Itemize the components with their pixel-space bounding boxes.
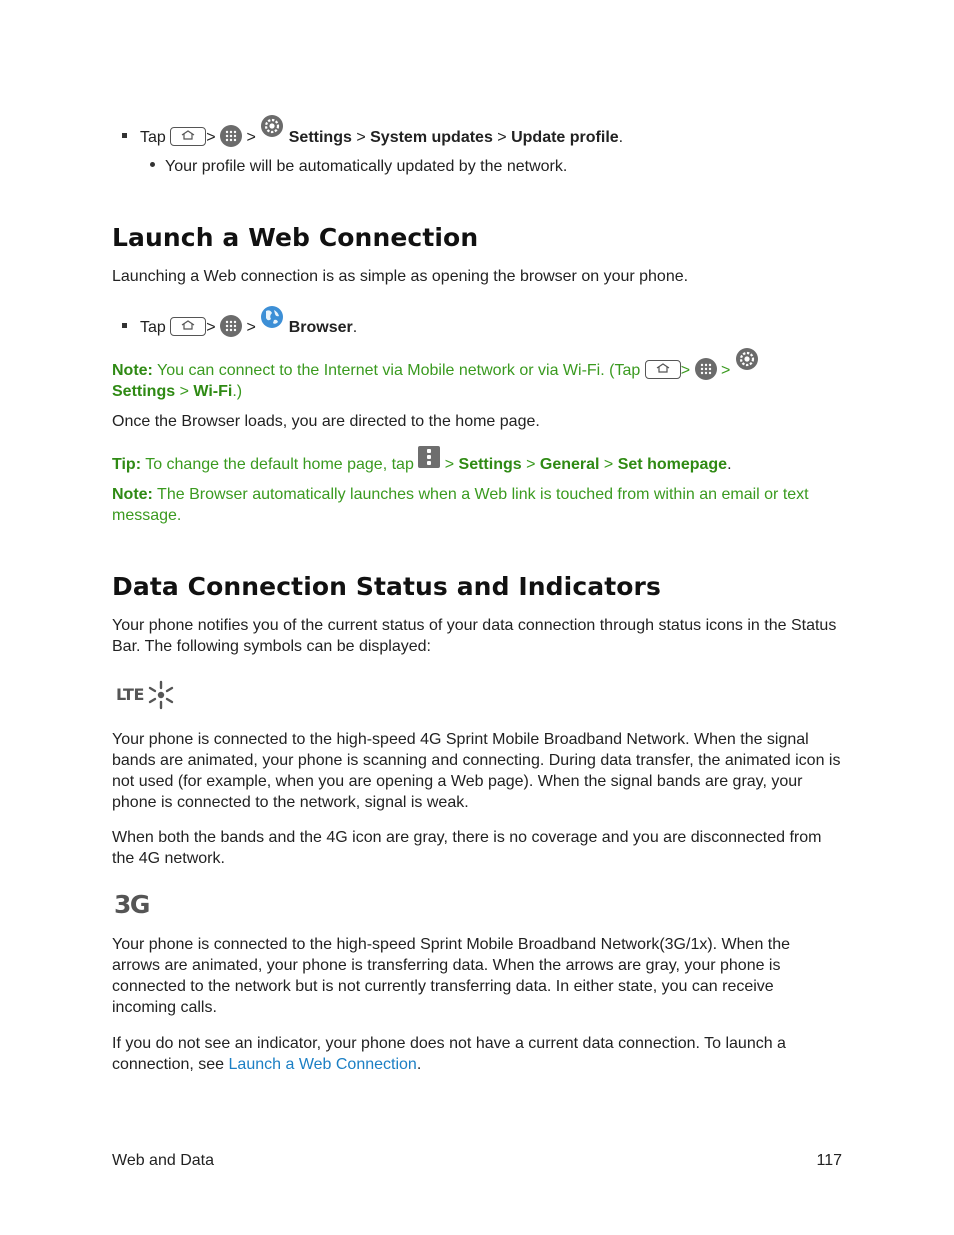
lte-description: Your phone is connected to the high-speed 4G Sprint Mobile Broadband Network. When the signal bands are animated, your phone is scanning and connecting. During data transfer, the animated icon is not used (for example, when you are opening a Web page). When the signal bands are gray, your phone is connected to the network, signal is weak. [112,731,841,811]
browser-loads-text: Once the Browser loads, you are directed to the home page. [112,413,540,430]
update-profile-step: Tap > > Settings > System updates > Update profile. [122,121,842,148]
bullet [150,162,155,167]
browser-globe-icon [260,305,284,329]
3g-description: Your phone is connected to the high-speed Sprint Mobile Broadband Network(3G/1x). When the arrows are animated, your phone is transferring data. When the arrows are gray, your phone is connected to the network but is not currently transferring data. In either state, you can receive incoming calls. [112,936,791,1016]
apps-icon [695,358,717,380]
home-icon [645,360,681,379]
tip-homepage: Tip: To change the default home page, tap > Settings > General > Set homepage. [112,450,842,475]
section-heading-data-status: Data Connection Status and Indicators [112,572,661,601]
bullet [122,133,127,138]
home-icon [170,127,206,146]
no-indicator-text: If you do not see an indicator, your phone does not have a current data connection. To launch a connection, see Launch a Web Connection. [112,1035,786,1073]
update-profile-substep: Your profile will be automatically updated by the network. [150,156,840,177]
menu-icon [418,446,440,468]
3g-indicator-icon: 3G [114,890,149,919]
apps-icon [220,315,242,337]
section2-intro: Your phone notifies you of the current status of your data connection through status icons in the Status Bar. The following symbols can be displayed: [112,617,837,655]
note-wifi: Note: You can connect to the Internet via Mobile network or via Wi-Fi. (Tap > > Settings > Wi-Fi.) [112,354,842,402]
home-icon [170,317,206,336]
footer-chapter: Web and Data [112,1152,214,1169]
section1-intro: Launching a Web connection is as simple as opening the browser on your phone. [112,268,689,285]
bullet [122,323,127,328]
lte-no-coverage-text: When both the bands and the 4G icon are gray, there is no coverage and you are disconnected from the 4G network. [112,829,822,867]
settings-gear-icon [260,114,284,138]
settings-gear-icon [735,347,759,371]
signal-bands-icon [146,680,176,710]
launch-web-connection-link[interactable]: Launch a Web Connection [228,1056,417,1073]
apps-icon [220,125,242,147]
note-auto-launch: Note: The Browser automatically launches when a Web link is touched from within an email or text message. [112,486,809,524]
section-heading-launch-web: Launch a Web Connection [112,223,479,252]
footer-page-number: 117 [816,1152,842,1169]
open-browser-step: Tap > > Browser. [122,311,842,338]
